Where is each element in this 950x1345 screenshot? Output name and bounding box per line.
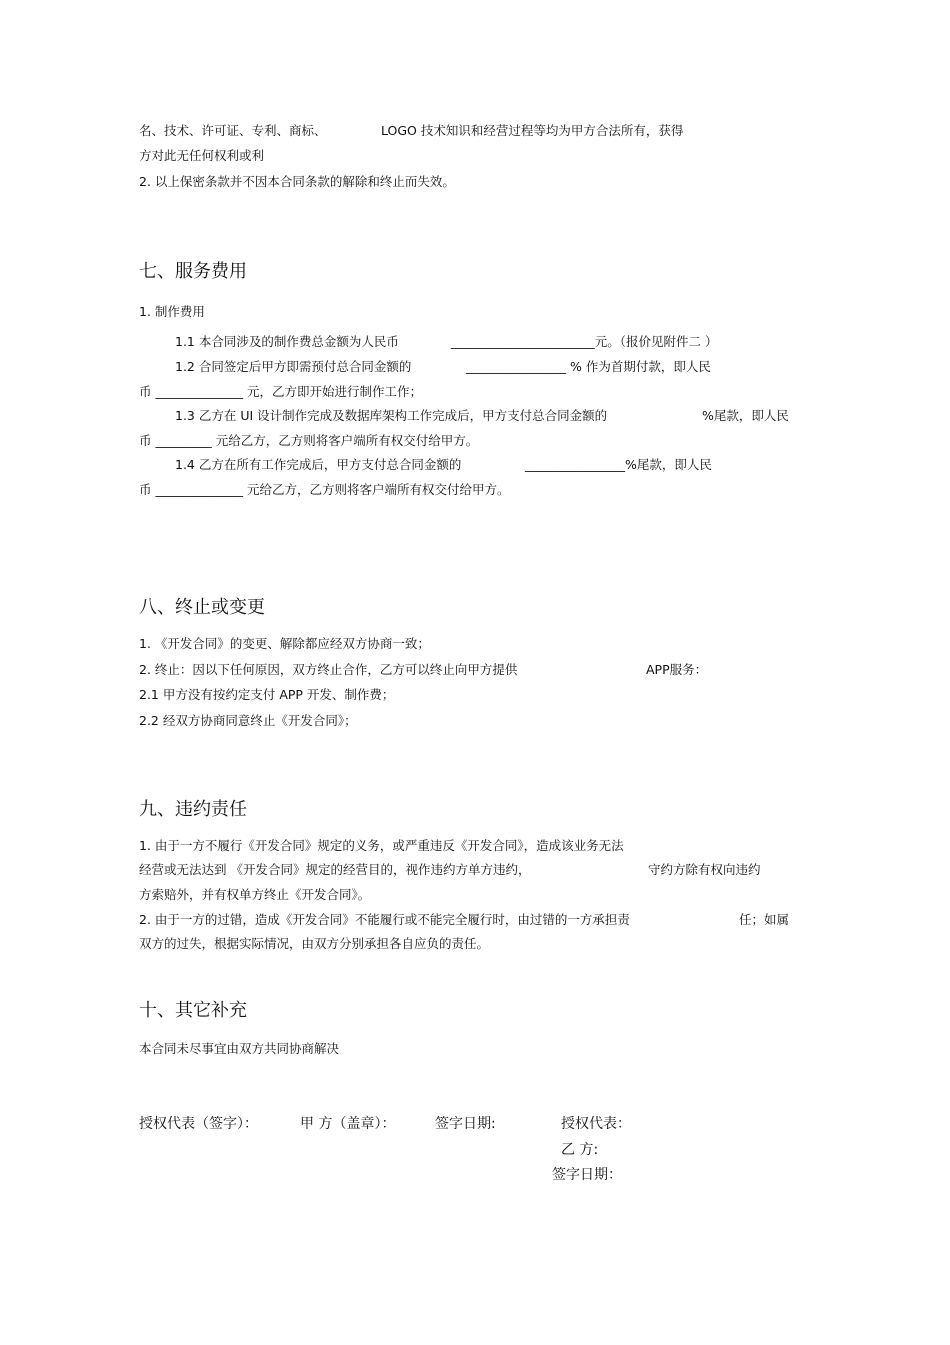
- top-line-2: 方对此无任何权利或利: [139, 148, 265, 163]
- s7-item-1-3a: 1.3 乙方在 UI 设计制作完成及数据库架构工作完成后，甲方支付总合同金额的: [175, 408, 608, 423]
- s7-item-1-2c: 币 ______________ 元，乙方即开始进行制作工作；: [139, 384, 422, 399]
- s7-item-1: 1. 制作费用: [139, 304, 205, 319]
- s7-item-1-1a: 1.1 本合同涉及的制作费总金额为人民币: [175, 334, 399, 349]
- s9-item-1b: 经营或无法达到 《开发合同》规定的经营目的，视作违约方单方违约，: [139, 862, 531, 877]
- s7-item-1-2a: 1.2 合同签定后甲方即需预付总合同金额的: [175, 359, 412, 374]
- s7-item-1-3b: %尾款，即人民: [702, 408, 789, 423]
- section-10-title: 十、其它补充: [139, 1000, 247, 1021]
- section-8-title: 八、终止或变更: [139, 597, 265, 618]
- s9-item-2a: 2. 由于一方的过错，造成《开发合同》不能履行或不能完全履行时，由过错的一方承担责: [139, 912, 630, 927]
- s7-item-1-4b: ________________%尾款，即人民: [525, 457, 712, 472]
- party-b-representative: 授权代表：: [561, 1116, 631, 1132]
- party-b-sign-date: 签字日期：: [552, 1167, 622, 1183]
- s9-item-1a: 1. 由于一方不履行《开发合同》规定的义务，或严重违反《开发合同》，造成该业务无法: [139, 838, 624, 853]
- s10-item-1: 本合同未尽事宜由双方共同协商解决: [139, 1041, 340, 1056]
- party-a-representative: 授权代表（签字）：: [139, 1116, 258, 1132]
- top-line-1a: 名、技术、许可证、专利、商标、: [139, 123, 327, 138]
- s7-item-1-3c: 币 _________ 元给乙方，乙方则将客户端所有权交付给甲方。: [139, 433, 479, 448]
- s9-item-2c: 双方的过失，根据实际情况，由双方分别承担各自应负的责任。: [139, 936, 490, 951]
- party-a-sign-date: 签字日期:: [435, 1116, 496, 1132]
- top-line-1b: LOGO 技术知识和经营过程等均为甲方合法所有，获得: [381, 123, 684, 138]
- s8-item-1: 1. 《开发合同》的变更、解除都应经双方协商一致；: [139, 636, 430, 651]
- s8-item-2a: 2. 终止：因以下任何原因，双方终止合作，乙方可以终止向甲方提供: [139, 662, 518, 677]
- s9-item-2b: 任；如属: [739, 912, 790, 927]
- s8-item-2-1: 2.1 甲方没有按约定支付 APP 开发、制作费；: [139, 687, 395, 702]
- party-a-seal: 甲 方（盖章）：: [300, 1116, 396, 1132]
- s8-item-2-2: 2.2 经双方协商同意终止《开发合同》；: [139, 713, 357, 728]
- section-9-title: 九、违约责任: [139, 799, 247, 820]
- s9-item-1d: 方索赔外，并有权单方终止《开发合同》。: [139, 887, 371, 902]
- s7-item-1-2b: ________________ % 作为首期付款，即人民: [466, 359, 711, 374]
- s7-item-1-4c: 币 ______________ 元给乙方，乙方则将客户端所有权交付给甲方。: [139, 482, 510, 497]
- party-b-label: 乙 方:: [561, 1142, 599, 1158]
- top-line-3: 2. 以上保密条款并不因本合同条款的解除和终止而失效。: [139, 174, 455, 189]
- s7-item-1-4a: 1.4 乙方在所有工作完成后，甲方支付总合同金额的: [175, 457, 462, 472]
- section-7-title: 七、服务费用: [139, 261, 247, 282]
- s7-item-1-1b: _______________________元。（报价见附件二 ）: [451, 334, 718, 349]
- s9-item-1c: 守约方除有权向违约: [648, 862, 761, 877]
- s8-item-2b: APP服务：: [646, 662, 708, 677]
